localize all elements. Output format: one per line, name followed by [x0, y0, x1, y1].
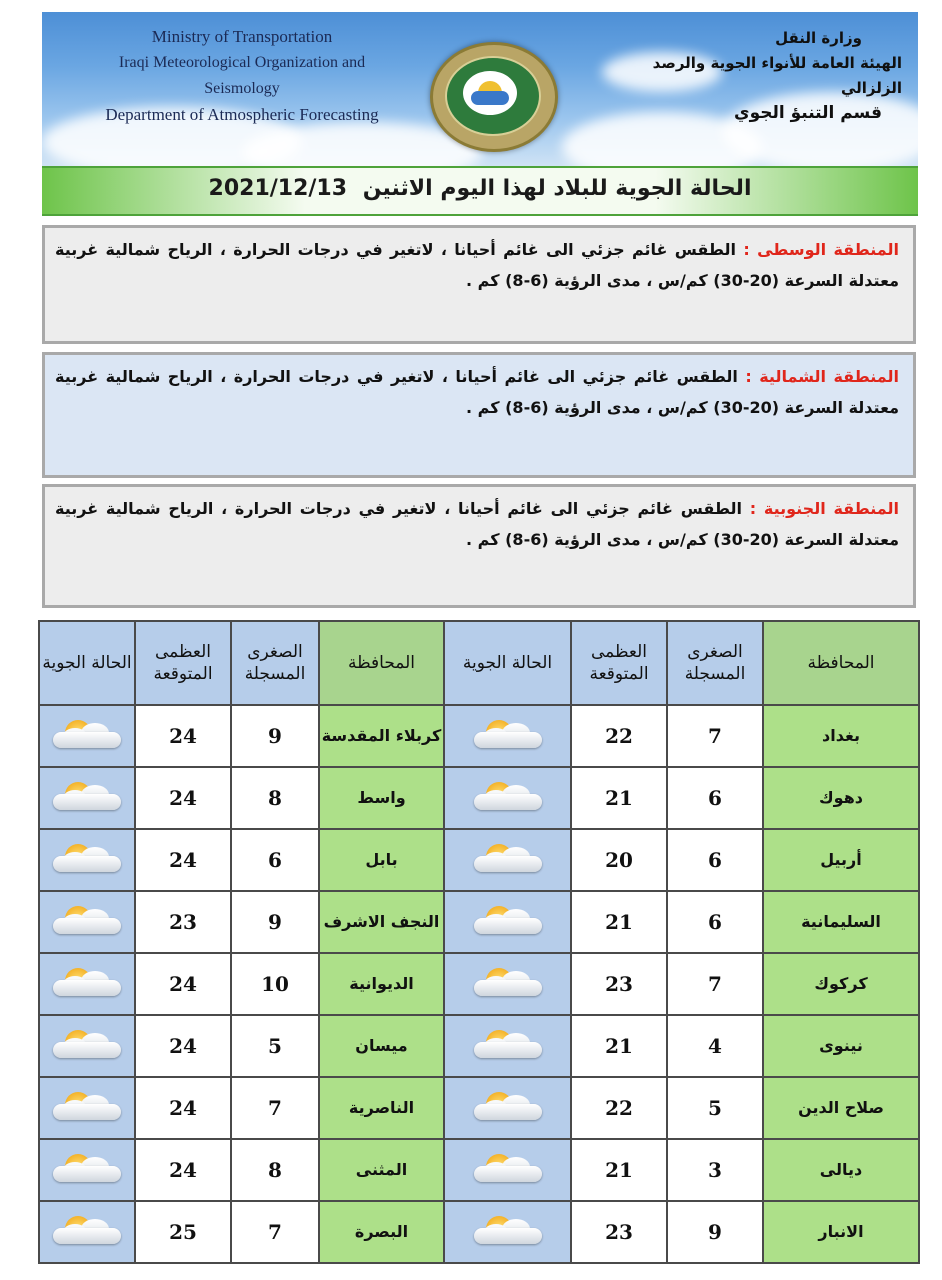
- province-cell: كربلاء المقدسة: [319, 705, 444, 767]
- max-temp-cell: 21: [571, 1015, 667, 1077]
- table-row: [39, 953, 919, 1015]
- min-temp-cell: 6: [231, 829, 319, 891]
- partly-cloudy-icon: [472, 779, 544, 813]
- min-temp-cell: 7: [667, 953, 763, 1015]
- province-cell: النجف الاشرف: [319, 891, 444, 953]
- province-cell: كركوك: [763, 953, 919, 1015]
- max-temp-cell: 24: [135, 767, 231, 829]
- province-cell: البصرة: [319, 1201, 444, 1263]
- condition-cell: [444, 1077, 571, 1139]
- condition-cell: [444, 1139, 571, 1201]
- min-temp-cell: 10: [231, 953, 319, 1015]
- partly-cloudy-icon: [51, 841, 123, 875]
- province-cell: الانبار: [763, 1201, 919, 1263]
- max-temp-cell: 24: [135, 1077, 231, 1139]
- condition-cell: [39, 1077, 135, 1139]
- max-temp-cell: 24: [135, 953, 231, 1015]
- partly-cloudy-icon: [472, 1027, 544, 1061]
- partly-cloudy-icon: [472, 965, 544, 999]
- department-ar: قسم التنبؤ الجوي: [734, 103, 882, 123]
- province-cell: بغداد: [763, 705, 919, 767]
- partly-cloudy-icon: [51, 1089, 123, 1123]
- province-cell: بابل: [319, 829, 444, 891]
- partly-cloudy-icon: [51, 1213, 123, 1247]
- header-province: المحافظة: [319, 621, 444, 705]
- max-temp-cell: 25: [135, 1201, 231, 1263]
- department-en: Department of Atmospheric Forecasting: [105, 105, 379, 124]
- condition-cell: [444, 953, 571, 1015]
- arabic-heading: [642, 26, 902, 126]
- max-temp-cell: 20: [571, 829, 667, 891]
- condition-cell: [444, 1201, 571, 1263]
- province-cell: أربيل: [763, 829, 919, 891]
- english-heading: [92, 24, 392, 128]
- province-cell: ميسان: [319, 1015, 444, 1077]
- condition-cell: [444, 705, 571, 767]
- min-temp-cell: 7: [667, 705, 763, 767]
- table-row: [39, 1077, 919, 1139]
- forecast-table: [38, 620, 920, 1264]
- condition-cell: [444, 829, 571, 891]
- header-min: الصغرى المسجلة: [667, 621, 763, 705]
- partly-cloudy-icon: [472, 1151, 544, 1185]
- table-row: [39, 1201, 919, 1263]
- partly-cloudy-icon: [51, 779, 123, 813]
- min-temp-cell: 3: [667, 1139, 763, 1201]
- region-text: الطقس غائم جزئي الى غائم أحيانا ، لاتغير في درجات الحرارة ، الرياح شمالية غربية معتدلة السرعة (20-30) كم/س ، مدى الرؤية (6-8) كم .: [55, 367, 899, 417]
- region-central: [42, 225, 916, 344]
- province-cell: نينوى: [763, 1015, 919, 1077]
- region-text: الطقس غائم جزئي الى غائم أحيانا ، لاتغير في درجات الحرارة ، الرياح شمالية غربية معتدلة السرعة (20-30) كم/س ، مدى الرؤية (6-8) كم .: [55, 499, 899, 549]
- partly-cloudy-icon: [472, 903, 544, 937]
- partly-cloudy-icon: [51, 1027, 123, 1061]
- condition-cell: [39, 1015, 135, 1077]
- table-row: [39, 705, 919, 767]
- partly-cloudy-icon: [472, 1213, 544, 1247]
- province-cell: واسط: [319, 767, 444, 829]
- organization-logo: [430, 42, 558, 152]
- table-header-row: [39, 621, 919, 705]
- condition-cell: [39, 1139, 135, 1201]
- min-temp-cell: 8: [231, 767, 319, 829]
- partly-cloudy-icon: [51, 1151, 123, 1185]
- table-row: [39, 829, 919, 891]
- header-condition: الحالة الجوية: [39, 621, 135, 705]
- region-name: المنطقة الشمالية :: [745, 367, 899, 386]
- table-row: [39, 1015, 919, 1077]
- partly-cloudy-icon: [51, 717, 123, 751]
- max-temp-cell: 22: [571, 705, 667, 767]
- table-row: [39, 891, 919, 953]
- condition-cell: [39, 829, 135, 891]
- min-temp-cell: 5: [231, 1015, 319, 1077]
- min-temp-cell: 5: [667, 1077, 763, 1139]
- header-max: العظمى المتوقعة: [135, 621, 231, 705]
- organization-ar: الهيئة العامة للأنواء الجوية والرصد الزلزالي: [652, 54, 902, 97]
- header-max: العظمى المتوقعة: [571, 621, 667, 705]
- max-temp-cell: 24: [135, 1015, 231, 1077]
- header-condition: الحالة الجوية: [444, 621, 571, 705]
- min-temp-cell: 6: [667, 829, 763, 891]
- min-temp-cell: 8: [231, 1139, 319, 1201]
- max-temp-cell: 22: [571, 1077, 667, 1139]
- max-temp-cell: 24: [135, 705, 231, 767]
- region-text: الطقس غائم جزئي الى غائم أحيانا ، لاتغير في درجات الحرارة ، الرياح شمالية غربية معتدلة السرعة (20-30) كم/س ، مدى الرؤية (6-8) كم .: [55, 240, 899, 290]
- min-temp-cell: 9: [667, 1201, 763, 1263]
- condition-cell: [39, 953, 135, 1015]
- region-name: المنطقة الجنوبية :: [749, 499, 900, 518]
- title-text: الحالة الجوية للبلاد لهذا اليوم الاثنين: [362, 176, 752, 201]
- condition-cell: [39, 891, 135, 953]
- condition-cell: [444, 891, 571, 953]
- max-temp-cell: 24: [135, 829, 231, 891]
- region-north: [42, 352, 916, 478]
- province-cell: ديالى: [763, 1139, 919, 1201]
- header-province: المحافظة: [763, 621, 919, 705]
- partly-cloudy-icon: [472, 841, 544, 875]
- region-south: [42, 484, 916, 608]
- partly-cloudy-icon: [472, 717, 544, 751]
- max-temp-cell: 21: [571, 1139, 667, 1201]
- header-min: الصغرى المسجلة: [231, 621, 319, 705]
- max-temp-cell: 21: [571, 891, 667, 953]
- condition-cell: [39, 705, 135, 767]
- ministry-ar: وزارة النقل: [775, 29, 862, 47]
- table-row: [39, 1139, 919, 1201]
- partly-cloudy-icon: [51, 965, 123, 999]
- organization-en: Iraqi Meteorological Organization and Seismology: [118, 54, 366, 97]
- table-row: [39, 767, 919, 829]
- min-temp-cell: 4: [667, 1015, 763, 1077]
- title-date: 2021/12/13: [208, 176, 348, 201]
- table-body: [39, 705, 919, 1263]
- title-bar: [42, 166, 918, 216]
- max-temp-cell: 23: [135, 891, 231, 953]
- min-temp-cell: 7: [231, 1077, 319, 1139]
- condition-cell: [444, 1015, 571, 1077]
- province-cell: صلاح الدين: [763, 1077, 919, 1139]
- max-temp-cell: 24: [135, 1139, 231, 1201]
- page-title: [205, 176, 756, 201]
- max-temp-cell: 21: [571, 767, 667, 829]
- min-temp-cell: 9: [231, 891, 319, 953]
- province-cell: الناصرية: [319, 1077, 444, 1139]
- condition-cell: [444, 767, 571, 829]
- partly-cloudy-icon: [472, 1089, 544, 1123]
- province-cell: دهوك: [763, 767, 919, 829]
- condition-cell: [39, 1201, 135, 1263]
- region-name: المنطقة الوسطى :: [743, 240, 900, 259]
- province-cell: المثنى: [319, 1139, 444, 1201]
- header-banner: [42, 12, 918, 166]
- province-cell: السليمانية: [763, 891, 919, 953]
- condition-cell: [39, 767, 135, 829]
- partly-cloudy-icon: [51, 903, 123, 937]
- min-temp-cell: 7: [231, 1201, 319, 1263]
- min-temp-cell: 6: [667, 891, 763, 953]
- min-temp-cell: 9: [231, 705, 319, 767]
- max-temp-cell: 23: [571, 1201, 667, 1263]
- province-cell: الديوانية: [319, 953, 444, 1015]
- min-temp-cell: 6: [667, 767, 763, 829]
- max-temp-cell: 23: [571, 953, 667, 1015]
- ministry-en: Ministry of Transportation: [151, 27, 333, 46]
